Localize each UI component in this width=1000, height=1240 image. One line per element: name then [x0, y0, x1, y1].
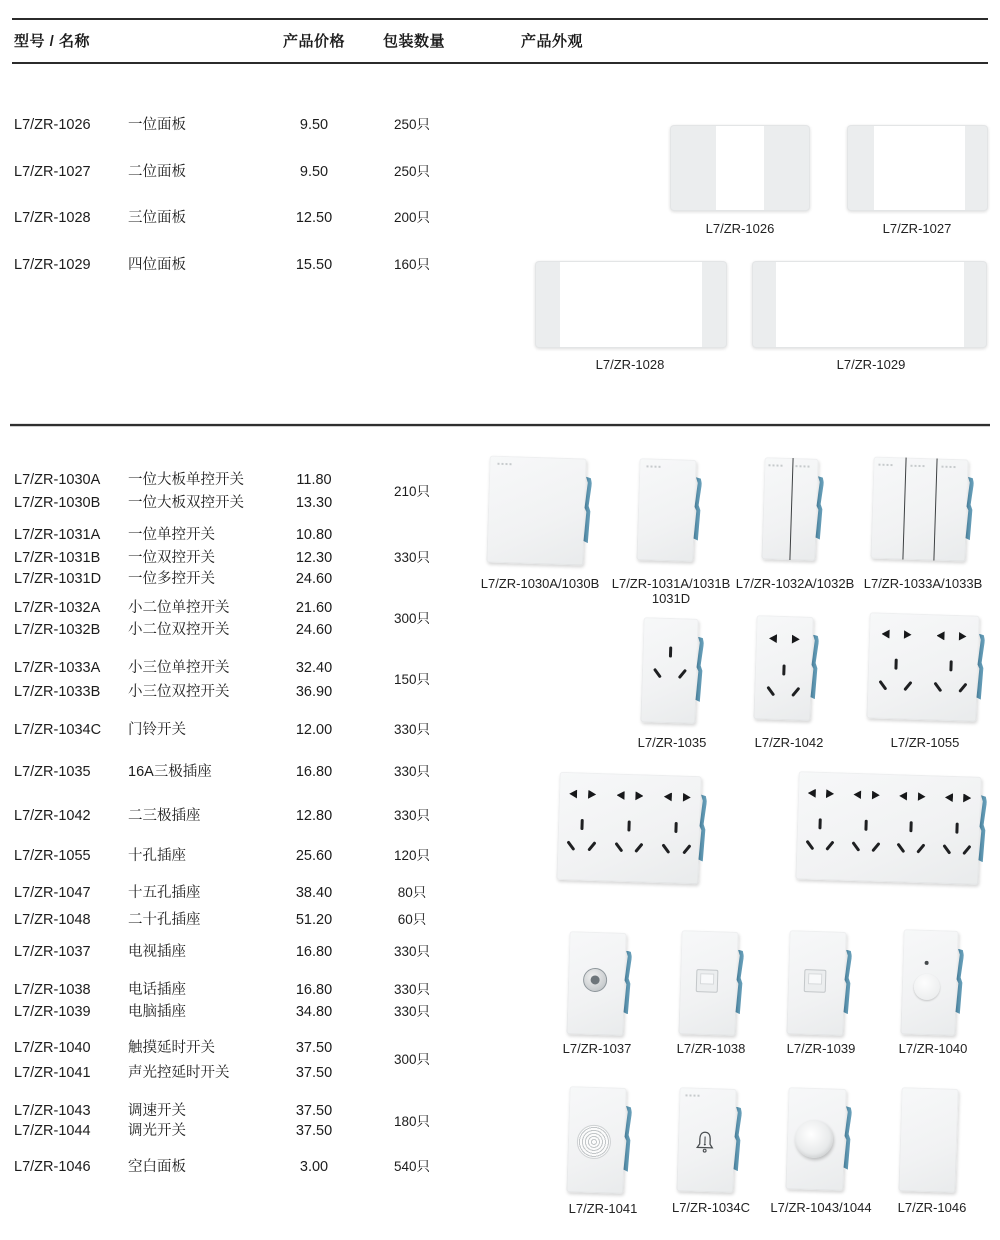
- name-cell: 一位大板双控开关: [128, 495, 244, 511]
- dimmer-knob-icon: [785, 1087, 846, 1191]
- price-cell: 10.80: [295, 527, 333, 543]
- price-cell: 34.80: [295, 1004, 333, 1020]
- flat-pin-icon: [569, 789, 577, 798]
- photo-label: L7/ZR-1046: [897, 1200, 967, 1215]
- flat-pin-icon: [588, 790, 596, 799]
- flat-pin-icon: [899, 791, 907, 800]
- price-cell: 16.80: [295, 944, 333, 960]
- mounting-clip-icon: [734, 950, 744, 1015]
- brand-mark-icon: [685, 1094, 700, 1096]
- flat-pin-icon: [616, 791, 624, 800]
- flat-pin-icon: [958, 632, 966, 641]
- price-cell: 11.80: [296, 472, 332, 488]
- switch-3gang-icon: [870, 457, 968, 562]
- photo-label: L7/ZR-1026: [705, 221, 775, 236]
- name-cell: 小三位双控开关: [128, 684, 230, 700]
- price-cell: 37.50: [295, 1123, 333, 1139]
- switch-large-icon: [486, 456, 586, 566]
- photo-label: L7/ZR-1040: [898, 1041, 968, 1056]
- mounting-clip-icon: [732, 1107, 742, 1172]
- name-cell: 二三极插座: [128, 808, 201, 824]
- blank-panel-icon: [898, 1087, 958, 1193]
- name-cell: 小二位单控开关: [128, 600, 230, 616]
- socket-unit: [866, 612, 924, 720]
- price-cell: 51.20: [295, 912, 333, 928]
- qty-cell: 330只: [393, 550, 431, 565]
- model-cell: L7/ZR-1033B: [14, 684, 101, 700]
- brand-mark-icon: [646, 465, 661, 467]
- model-cell: L7/ZR-1029: [14, 257, 91, 273]
- plate-window: [874, 126, 966, 210]
- name-cell: 门铃开关: [128, 722, 186, 738]
- qty-cell: 60只: [397, 912, 427, 927]
- name-cell: 调速开关: [128, 1103, 186, 1119]
- name-cell: 十五孔插座: [128, 885, 201, 901]
- name-cell: 触摸延时开关: [128, 1040, 215, 1056]
- tv-socket-icon: [566, 931, 626, 1036]
- neutral-slot-icon: [587, 842, 596, 852]
- neutral-slot-icon: [677, 668, 686, 678]
- qty-cell: 120只: [393, 848, 431, 863]
- faceplate-1gang-icon: [670, 125, 810, 211]
- flat-pin-icon: [963, 793, 971, 802]
- price-cell: 15.50: [295, 257, 333, 273]
- mounting-clip-icon: [809, 635, 819, 700]
- ground-slot-icon: [949, 660, 952, 671]
- model-cell: L7/ZR-1030B: [14, 495, 101, 511]
- flat-pin-icon: [936, 631, 944, 640]
- mounting-clip-icon: [582, 477, 592, 544]
- photo-label: L7/ZR-1028: [595, 357, 665, 372]
- column-header-model: 型号 / 名称: [14, 33, 91, 50]
- ground-slot-icon: [864, 820, 867, 831]
- price-cell: 9.50: [299, 164, 329, 180]
- rj-in-detail-icon: [808, 973, 822, 984]
- price-cell: 24.60: [295, 622, 333, 638]
- rj-in-detail-icon: [700, 973, 714, 984]
- mounting-clip-icon: [694, 637, 704, 702]
- socket-unit: [604, 773, 655, 882]
- photo-label: L7/ZR-1035: [637, 735, 707, 750]
- price-cell: 12.50: [295, 210, 333, 226]
- model-cell: L7/ZR-1043: [14, 1103, 91, 1119]
- gang-divider: [789, 458, 793, 560]
- socket-5hole-icon: [753, 615, 813, 721]
- faceplate-4gang-icon: [752, 261, 987, 348]
- header-top-rule: [12, 18, 988, 20]
- neutral-slot-icon: [903, 681, 912, 691]
- plate-window: [776, 262, 964, 347]
- qty-cell: 330只: [393, 764, 431, 779]
- live-slot-icon: [851, 842, 860, 853]
- flat-pin-icon: [792, 635, 800, 644]
- model-cell: L7/ZR-1047: [14, 885, 91, 901]
- flat-pin-icon: [872, 791, 880, 800]
- faceplate-2gang-icon: [847, 125, 988, 211]
- model-cell: L7/ZR-1038: [14, 982, 91, 998]
- qty-cell: 160只: [393, 257, 431, 272]
- model-cell: L7/ZR-1033A: [14, 660, 101, 676]
- ground-slot-icon: [627, 820, 630, 831]
- price-cell: 24.60: [295, 571, 333, 587]
- live-slot-icon: [879, 680, 888, 691]
- ground-slot-icon: [782, 665, 785, 676]
- qty-cell: 80只: [397, 885, 427, 900]
- name-cell: 小三位单控开关: [128, 660, 230, 676]
- price-cell: 21.60: [295, 600, 333, 616]
- switch-1gang-icon: [636, 458, 696, 562]
- socket-unit: [795, 771, 844, 880]
- model-cell: L7/ZR-1048: [14, 912, 91, 928]
- header-bottom-rule: [12, 62, 988, 64]
- socket-unit: [933, 775, 982, 884]
- photo-label: L7/ZR-1034C: [671, 1200, 751, 1215]
- photo-label: L7/ZR-1031A/1031B: [611, 576, 731, 591]
- ground-slot-icon: [955, 822, 958, 833]
- ground-slot-icon: [580, 819, 583, 830]
- name-cell: 小二位双控开关: [128, 622, 230, 638]
- qty-cell: 250只: [393, 117, 431, 132]
- model-cell: L7/ZR-1027: [14, 164, 91, 180]
- price-cell: 12.30: [295, 550, 333, 566]
- flat-pin-icon: [635, 791, 643, 800]
- brand-mark-icon: [769, 464, 784, 466]
- live-slot-icon: [805, 840, 814, 851]
- socket-20hole-icon: [795, 771, 981, 885]
- gang-divider: [903, 458, 907, 560]
- neutral-slot-icon: [871, 842, 880, 852]
- led-detail-icon: [924, 960, 928, 964]
- price-cell: 32.40: [295, 660, 333, 676]
- price-cell: 12.80: [295, 808, 333, 824]
- flat-pin-icon: [881, 629, 889, 638]
- qty-cell: 200只: [393, 210, 431, 225]
- brand-mark-icon: [878, 464, 893, 466]
- photo-label: L7/ZR-1043/1044: [770, 1200, 872, 1215]
- price-cell: 37.50: [295, 1103, 333, 1119]
- qty-cell: 180只: [393, 1114, 431, 1129]
- neutral-slot-icon: [791, 687, 800, 697]
- model-cell: L7/ZR-1032B: [14, 622, 101, 638]
- live-slot-icon: [614, 842, 623, 853]
- photo-label: L7/ZR-1042: [754, 735, 824, 750]
- name-cell: 十孔插座: [128, 848, 186, 864]
- mounting-clip-icon: [954, 949, 964, 1014]
- brand-mark-icon: [910, 465, 925, 467]
- brand-mark-icon: [497, 463, 512, 465]
- mounting-clip-icon: [622, 950, 632, 1014]
- flat-pin-icon: [903, 630, 911, 639]
- name-cell: 声光控延时开关: [128, 1065, 230, 1081]
- model-cell: L7/ZR-1028: [14, 210, 91, 226]
- live-slot-icon: [897, 843, 906, 854]
- price-cell: 16.80: [295, 982, 333, 998]
- socket-unit: [556, 772, 607, 881]
- live-slot-icon: [934, 682, 943, 693]
- name-cell: 一位大板单控开关: [128, 472, 244, 488]
- price-cell: 37.50: [295, 1040, 333, 1056]
- name-cell: 16A三极插座: [128, 764, 212, 780]
- computer-socket-icon: [786, 930, 846, 1036]
- mounting-clip-icon: [622, 1106, 632, 1172]
- photo-label: L7/ZR-1032A/1032B: [735, 576, 855, 591]
- plate-window: [560, 262, 702, 347]
- flat-pin-icon: [769, 634, 777, 643]
- live-slot-icon: [942, 844, 951, 855]
- name-cell: 一位多控开关: [128, 571, 215, 587]
- name-cell: 二位面板: [128, 164, 186, 180]
- neutral-slot-icon: [682, 844, 691, 854]
- ground-slot-icon: [818, 818, 821, 829]
- price-cell: 13.30: [295, 495, 333, 511]
- model-cell: L7/ZR-1046: [14, 1159, 91, 1175]
- price-cell: 37.50: [295, 1065, 333, 1081]
- photo-label: L7/ZR-1030A/1030B: [480, 576, 600, 591]
- mounting-clip-icon: [964, 477, 974, 540]
- model-cell: L7/ZR-1026: [14, 117, 91, 133]
- price-cell: 16.80: [295, 764, 333, 780]
- qty-cell: 300只: [393, 611, 431, 626]
- neutral-slot-icon: [635, 843, 644, 853]
- knob-detail-icon: [794, 1119, 833, 1158]
- mounting-clip-icon: [814, 476, 824, 539]
- socket-3hole-icon: [640, 617, 698, 724]
- model-cell: L7/ZR-1031D: [14, 571, 102, 587]
- model-cell: L7/ZR-1042: [14, 808, 91, 824]
- name-cell: 四位面板: [128, 257, 186, 273]
- model-cell: L7/ZR-1041: [14, 1065, 91, 1081]
- photo-label: L7/ZR-1039: [786, 1041, 856, 1056]
- brand-mark-icon: [942, 466, 957, 468]
- flat-pin-icon: [945, 793, 953, 802]
- plate-window: [716, 126, 764, 210]
- price-cell: 25.60: [295, 848, 333, 864]
- qty-cell: 300只: [393, 1052, 431, 1067]
- touch-switch-icon: [900, 929, 958, 1036]
- flat-pin-icon: [826, 789, 834, 798]
- price-cell: 36.90: [295, 684, 333, 700]
- neutral-slot-icon: [825, 841, 834, 851]
- name-cell: 一位双控开关: [128, 550, 215, 566]
- live-slot-icon: [661, 844, 670, 855]
- price-cell: 9.50: [299, 117, 329, 133]
- qty-cell: 330只: [393, 722, 431, 737]
- photo-label: L7/ZR-1033A/1033B: [863, 576, 983, 591]
- qty-cell: 210只: [393, 484, 431, 499]
- column-header-qty: 包装数量: [382, 33, 445, 50]
- model-cell: L7/ZR-1037: [14, 944, 91, 960]
- brand-mark-icon: [796, 465, 811, 467]
- qty-cell: 330只: [393, 808, 431, 823]
- model-cell: L7/ZR-1035: [14, 764, 91, 780]
- live-slot-icon: [567, 841, 576, 852]
- model-cell: L7/ZR-1044: [14, 1123, 91, 1139]
- price-cell: 38.40: [295, 885, 333, 901]
- mounting-clip-icon: [692, 477, 702, 540]
- model-cell: L7/ZR-1040: [14, 1040, 91, 1056]
- neutral-slot-icon: [958, 683, 967, 693]
- qty-cell: 330只: [393, 982, 431, 997]
- model-cell: L7/ZR-1034C: [14, 722, 102, 738]
- qty-cell: 540只: [393, 1159, 431, 1174]
- qty-cell: 250只: [393, 164, 431, 179]
- flat-pin-icon: [683, 793, 691, 802]
- socket-10hole-icon: [866, 612, 979, 721]
- photo-label: L7/ZR-1029: [836, 357, 906, 372]
- column-header-price: 产品价格: [282, 33, 345, 50]
- model-cell: L7/ZR-1030A: [14, 472, 101, 488]
- sound-light-switch-icon: [566, 1086, 626, 1194]
- qty-cell: 330只: [393, 944, 431, 959]
- bell-icon: [692, 1128, 719, 1162]
- photo-label: L7/ZR-1037: [562, 1041, 632, 1056]
- btn-detail-icon: [914, 973, 941, 1000]
- model-cell: L7/ZR-1039: [14, 1004, 91, 1020]
- mounting-clip-icon: [842, 1106, 852, 1169]
- column-header-appearance: 产品外观: [521, 33, 584, 50]
- qty-cell: 330只: [393, 1004, 431, 1019]
- price-cell: 3.00: [299, 1159, 329, 1175]
- live-slot-icon: [766, 686, 775, 697]
- section-divider: [10, 424, 990, 426]
- ground-slot-icon: [894, 658, 897, 669]
- gang-divider: [933, 459, 937, 561]
- socket-unit: [921, 614, 979, 722]
- neutral-slot-icon: [917, 844, 926, 854]
- mounting-clip-icon: [842, 950, 852, 1015]
- flat-pin-icon: [664, 792, 672, 801]
- live-slot-icon: [653, 667, 662, 678]
- spk-detail-icon: [577, 1125, 612, 1160]
- model-cell: L7/ZR-1031A: [14, 527, 101, 543]
- model-cell: L7/ZR-1031B: [14, 550, 101, 566]
- ground-slot-icon: [675, 822, 678, 833]
- name-cell: 一位单控开关: [128, 527, 215, 543]
- socket-15hole-icon: [556, 772, 701, 884]
- name-cell: 三位面板: [128, 210, 186, 226]
- model-cell: L7/ZR-1055: [14, 848, 91, 864]
- socket-unit: [841, 773, 890, 882]
- name-cell: 电话插座: [128, 982, 186, 998]
- socket-unit: [651, 775, 702, 884]
- name-cell: 一位面板: [128, 117, 186, 133]
- name-cell: 调光开关: [128, 1123, 186, 1139]
- doorbell-switch-icon: [676, 1087, 736, 1193]
- socket-unit: [887, 774, 936, 883]
- photo-label-line2: 1031D: [651, 591, 691, 606]
- ground-slot-icon: [668, 646, 671, 657]
- flat-pin-icon: [917, 792, 925, 801]
- qty-cell: 150只: [393, 672, 431, 687]
- phone-socket-icon: [678, 930, 738, 1036]
- price-cell: 12.00: [295, 722, 333, 738]
- flat-pin-icon: [853, 790, 861, 799]
- photo-label: L7/ZR-1038: [676, 1041, 746, 1056]
- faceplate-3gang-icon: [535, 261, 727, 348]
- model-cell: L7/ZR-1032A: [14, 600, 101, 616]
- neutral-slot-icon: [962, 845, 971, 855]
- photo-label: L7/ZR-1027: [882, 221, 952, 236]
- photo-label: L7/ZR-1055: [890, 735, 960, 750]
- name-cell: 电脑插座: [128, 1004, 186, 1020]
- name-cell: 二十孔插座: [128, 912, 201, 928]
- photo-label: L7/ZR-1041: [568, 1201, 638, 1216]
- flat-pin-icon: [808, 789, 816, 798]
- name-cell: 电视插座: [128, 944, 186, 960]
- ground-slot-icon: [910, 821, 913, 832]
- switch-2gang-icon: [761, 457, 818, 561]
- name-cell: 空白面板: [128, 1159, 186, 1175]
